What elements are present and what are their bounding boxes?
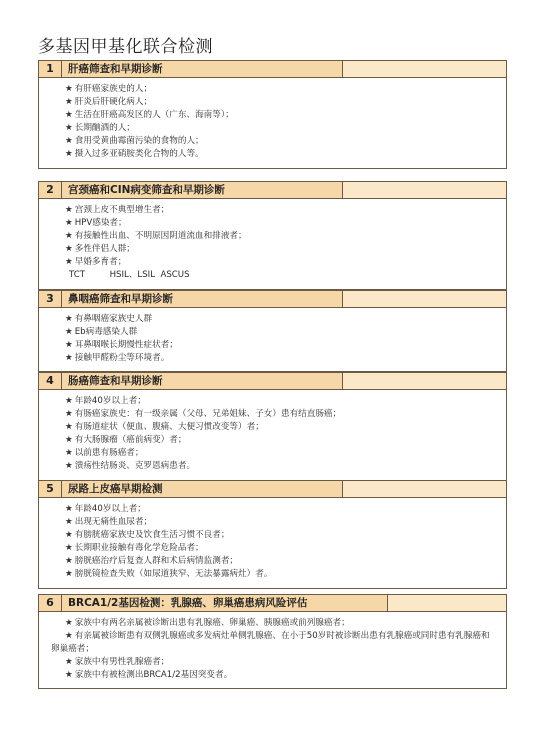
header-fill (342, 61, 506, 77)
list-item: ★ 摄入过多亚硝胺类化合物的人等。 (65, 149, 204, 160)
list-item: ★ 家族中有被检测出BRCA1/2基因突变者。 (65, 670, 233, 681)
star-icon: ★ (65, 257, 73, 268)
list-item: ★ 有大肠腺瘤（癌前病变）者； (65, 435, 187, 446)
list-item: ★ 年龄40岁以上者； (65, 396, 146, 406)
star-icon: ★ (65, 205, 73, 215)
star-icon: ★ (65, 569, 73, 580)
section-header (38, 480, 507, 498)
section-body (38, 199, 507, 290)
header-fill (387, 595, 506, 611)
list-item: ★ 膀胱癌治疗后复查人群和术后病情监测者； (65, 556, 239, 567)
page-title: 多基因甲基化联合检测 (38, 37, 213, 57)
header-fill (342, 182, 506, 198)
star-icon: ★ (65, 314, 73, 324)
header-fill (342, 291, 506, 307)
star-icon: ★ (65, 631, 73, 642)
star-icon: ★ (65, 448, 73, 459)
star-icon: ★ (65, 244, 73, 255)
section-number: 5 (46, 482, 54, 495)
list-item: ★ 有鼻咽癌家族史人群 (65, 314, 153, 324)
star-icon: ★ (65, 657, 73, 668)
star-icon: ★ (65, 543, 73, 554)
section-number: 6 (46, 596, 54, 609)
section-liver-cancer (38, 60, 507, 169)
section-header (38, 60, 507, 78)
section-title: 宫颈癌和CIN病变筛查和早期诊断 (61, 182, 342, 198)
section-header (38, 594, 507, 612)
list-item: ★ 家族中有两名亲属被诊断出患有乳腺癌、卵巢癌、胰腺癌或前列腺癌者； (65, 618, 350, 628)
list-item: ★ 食用受黄曲霉菌污染的食物的人； (65, 136, 204, 147)
section-title: 尿路上皮癌早期检测 (61, 481, 342, 497)
header-fill (342, 373, 506, 389)
section-body (38, 612, 507, 689)
section-body (38, 390, 507, 481)
list-item: ★ 溃疡性结肠炎、克罗恩病患者。 (65, 461, 196, 472)
list-item: ★ 膀胱镜检查失败（如尿道狭窄、无法暴露病灶）者。 (65, 569, 273, 580)
section-cervical-cancer (38, 181, 507, 290)
star-icon: ★ (65, 231, 73, 242)
list-item: ★ 耳鼻咽喉长期慢性症状者； (65, 340, 178, 351)
list-item: ★ 宫颈上皮不典型增生者； (65, 205, 170, 215)
list-item: ★ 生活在肝癌高发区的人（广东、海南等）； (65, 110, 234, 121)
star-icon: ★ (65, 340, 73, 351)
star-icon: ★ (65, 110, 73, 121)
list-item: ★ 长期职业接触有毒化学危险品者； (65, 543, 204, 554)
section-title: 肝癌筛查和早期诊断 (61, 61, 342, 77)
section-number: 2 (46, 183, 54, 196)
section-header (38, 290, 507, 308)
star-icon: ★ (65, 136, 73, 147)
list-item: ★ 家族中有男性乳腺癌者； (65, 657, 170, 668)
star-icon: ★ (65, 353, 73, 364)
list-item: ★ 长期酗酒的人； (65, 123, 135, 134)
star-icon: ★ (65, 396, 73, 406)
star-icon: ★ (65, 435, 73, 446)
list-item: ★ 有肠癌家族史：有一级亲属（父母、兄弟姐妹、子女）患有结直肠癌； (65, 409, 342, 420)
header-fill (342, 481, 506, 497)
list-item: ★ 接触甲醛粉尘等环境者。 (65, 353, 170, 364)
list-item: ★ 出现无痛性血尿者； (65, 517, 153, 528)
star-icon: ★ (65, 530, 73, 541)
section-colorectal-cancer (38, 372, 507, 481)
section-title: 鼻咽癌筛查和早期诊断 (61, 291, 342, 307)
list-item: ★ 以前患有肠癌者； (65, 448, 144, 459)
list-item: ★ 有肠道症状（便血、腹痛、大便习惯改变等）者； (65, 422, 264, 433)
section-body (38, 78, 507, 169)
star-icon: ★ (65, 327, 73, 338)
star-icon: ★ (65, 618, 73, 628)
section-header (38, 181, 507, 199)
section-number: 4 (46, 374, 54, 387)
section-urothelial-cancer (38, 480, 507, 589)
star-icon: ★ (65, 97, 73, 108)
star-icon: ★ (65, 123, 73, 134)
star-icon: ★ (65, 517, 73, 528)
list-item: ★ 年龄40岁以上者； (65, 504, 146, 514)
star-icon: ★ (65, 461, 73, 472)
section-header (38, 372, 507, 390)
section-brca-testing (38, 594, 507, 689)
list-item: ★ 肝炎后肝硬化病人； (65, 97, 153, 108)
star-icon: ★ (65, 422, 73, 433)
section-title: 肠癌筛查和早期诊断 (61, 373, 342, 389)
list-item: ★ HPV感染者； (65, 218, 127, 229)
list-item: ★ 早婚多育者； (65, 257, 127, 268)
list-item: ★ 多性伴侣人群； (65, 244, 135, 255)
list-item: ★ Eb病毒感染人群 (65, 327, 138, 338)
star-icon: ★ (65, 84, 73, 94)
star-icon: ★ (65, 218, 73, 229)
star-icon: ★ (65, 409, 73, 420)
section-nasopharyngeal-cancer (38, 290, 507, 372)
star-icon: ★ (65, 670, 73, 681)
list-item: ★ 有肝癌家族史的人； (65, 84, 153, 94)
test-methods-line: TCT HSIL、LSIL ASCUS (69, 270, 190, 281)
section-number: 3 (46, 292, 54, 305)
list-item: ★ 有亲属被诊断患有双侧乳腺癌或多发病灶单侧乳腺癌、在小于50岁时被诊断出患有乳腺癌或同时患有乳腺癌和卵巢癌者； (51, 631, 490, 655)
star-icon: ★ (65, 504, 73, 514)
star-icon: ★ (65, 149, 73, 160)
section-title: BRCA1/2基因检测：乳腺癌、卵巢癌患病风险评估 (61, 595, 387, 611)
section-body (38, 498, 507, 589)
section-body (38, 308, 507, 372)
star-icon: ★ (65, 556, 73, 567)
section-number: 1 (46, 62, 54, 75)
list-item: ★ 有膀胱癌家族史及饮食生活习惯不良者； (65, 530, 230, 541)
list-item: ★ 有接触性出血、不明原因阴道流血和排液者； (65, 231, 247, 242)
